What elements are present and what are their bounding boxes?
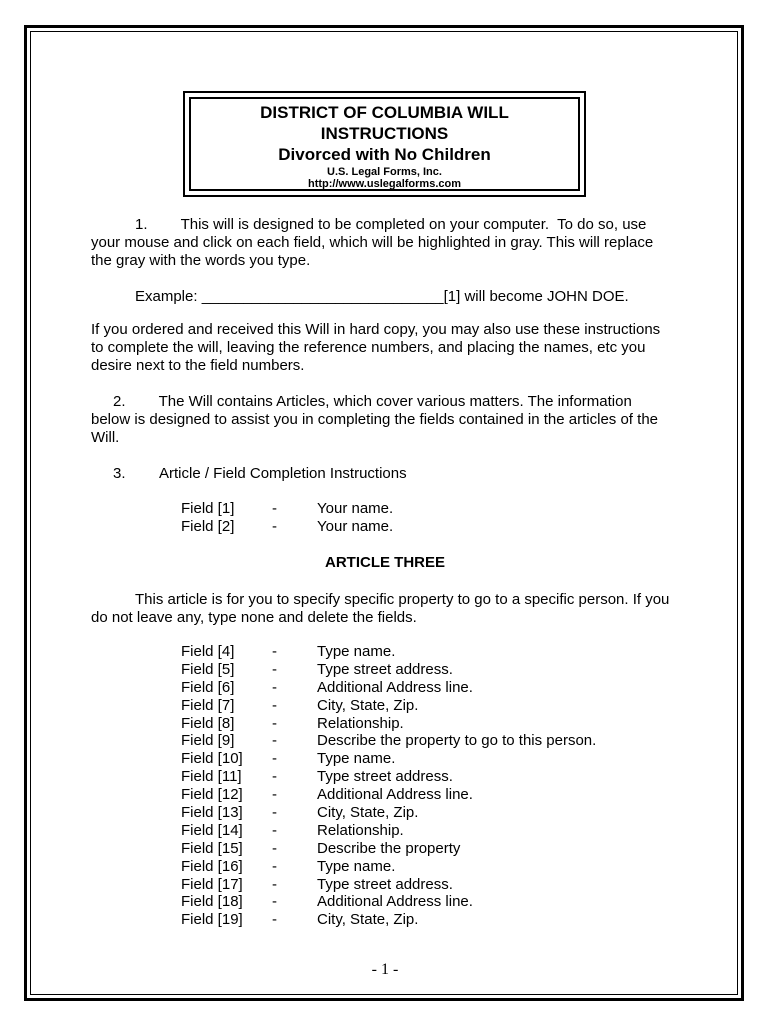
field-dash: - (272, 678, 277, 696)
field-dash: - (272, 804, 277, 822)
field-dash: - (272, 875, 277, 893)
section-3-heading: Article / Field Completion Instructions (159, 465, 407, 482)
field-description: Type name. (317, 643, 396, 660)
hardcopy-paragraph (91, 321, 660, 375)
hardcopy-line-2: to complete the will, leaving the reference numbers, and placing the names, etc you (91, 339, 646, 356)
field-label: Field [5] (181, 660, 235, 678)
field-description: Type street address. (317, 660, 453, 678)
field-dash: - (272, 732, 277, 750)
section-1-line-2: your mouse and click on each field, which will be highlighted in gray. This will replace (91, 234, 654, 251)
field-dash: - (272, 696, 277, 714)
field-label: Field [14] (181, 821, 243, 839)
field-dash: - (272, 821, 277, 839)
document-title: DISTRICT OF COLUMBIA WILL (260, 103, 509, 122)
field-description: Type name. (317, 857, 396, 875)
field-dash: - (272, 517, 277, 535)
field-label: Field [17] (181, 875, 243, 893)
field-description: Describe the property to go to this person. (317, 732, 597, 750)
document-subtitle: Divorced with No Children (278, 145, 491, 164)
field-description: Relationship. (317, 821, 404, 839)
field-label: Field [8] (181, 714, 235, 732)
field-description: Relationship. (317, 714, 404, 732)
example-line: Example: _____________________________[1] will become JOHN DOE. (135, 288, 629, 305)
field-dash: - (272, 857, 277, 875)
field-dash: - (272, 500, 277, 517)
field-dash: - (272, 911, 277, 929)
field-description: Additional Address line. (317, 893, 473, 911)
field-label: Field [11] (181, 768, 242, 786)
field-label: Field [18] (181, 893, 243, 911)
field-dash: - (272, 839, 277, 857)
field-dash: - (272, 660, 277, 678)
section-3-number: 3. (113, 465, 126, 482)
field-label: Field [1] (181, 500, 235, 517)
article-three-paragraph (91, 591, 669, 627)
section-1-paragraph (91, 216, 653, 270)
section-2-line-2: below is designed to assist you in completing the fields contained in the articles of the (91, 411, 658, 428)
field-description: City, State, Zip. (317, 696, 419, 714)
field-description: Type street address. (317, 768, 453, 786)
field-label: Field [4] (181, 643, 235, 660)
hardcopy-line-3: desire next to the field numbers. (91, 357, 305, 374)
title-box (189, 97, 580, 191)
article-three-line-1: This article is for you to specify specific property to go to a specific person. If you (135, 591, 670, 608)
field-dash: - (272, 714, 277, 732)
field-description: Your name. (317, 500, 394, 517)
section-2-line-3: Will. (91, 429, 120, 446)
section-2-line-1: 2. The Will contains Articles, which cover various matters. The information (113, 393, 632, 410)
field-label: Field [6] (181, 678, 235, 696)
field-description: Type street address. (317, 875, 453, 893)
hardcopy-line-1: If you ordered and received this Will in hard copy, you may also use these instructions (91, 321, 661, 338)
field-dash: - (272, 643, 277, 660)
field-description: City, State, Zip. (317, 911, 419, 929)
field-description: Type name. (317, 750, 396, 768)
section-1-line-1: 1. This will is designed to be completed on your computer. To do so, use (135, 216, 647, 233)
field-description: City, State, Zip. (317, 804, 419, 822)
field-label: Field [10] (181, 750, 243, 768)
field-label: Field [15] (181, 839, 243, 857)
section-2-paragraph (91, 393, 658, 447)
field-label: Field [2] (181, 517, 235, 535)
field-label: Field [9] (181, 732, 235, 750)
article-three-heading: ARTICLE THREE (325, 554, 445, 571)
section-1-line-3: the gray with the words you type. (91, 252, 311, 269)
field-label: Field [19] (181, 911, 243, 929)
field-dash: - (272, 750, 277, 768)
field-dash: - (272, 893, 277, 911)
field-label: Field [13] (181, 804, 243, 822)
company-url: http://www.uslegalforms.com (308, 178, 461, 190)
field-description: Additional Address line. (317, 678, 473, 696)
field-dash: - (272, 786, 277, 804)
page-number: - 1 - (371, 961, 399, 978)
document-title-line2: INSTRUCTIONS (320, 124, 449, 143)
article-three-line-2: do not leave any, type none and delete the fields. (91, 609, 417, 626)
field-description: Your name. (317, 517, 394, 535)
field-dash: - (272, 768, 277, 786)
field-description: Additional Address line. (317, 786, 473, 804)
field-label: Field [16] (181, 857, 243, 875)
field-description: Describe the property (317, 839, 461, 857)
field-label: Field [12] (181, 786, 243, 804)
company-name: U.S. Legal Forms, Inc. (327, 166, 442, 178)
field-label: Field [7] (181, 696, 235, 714)
